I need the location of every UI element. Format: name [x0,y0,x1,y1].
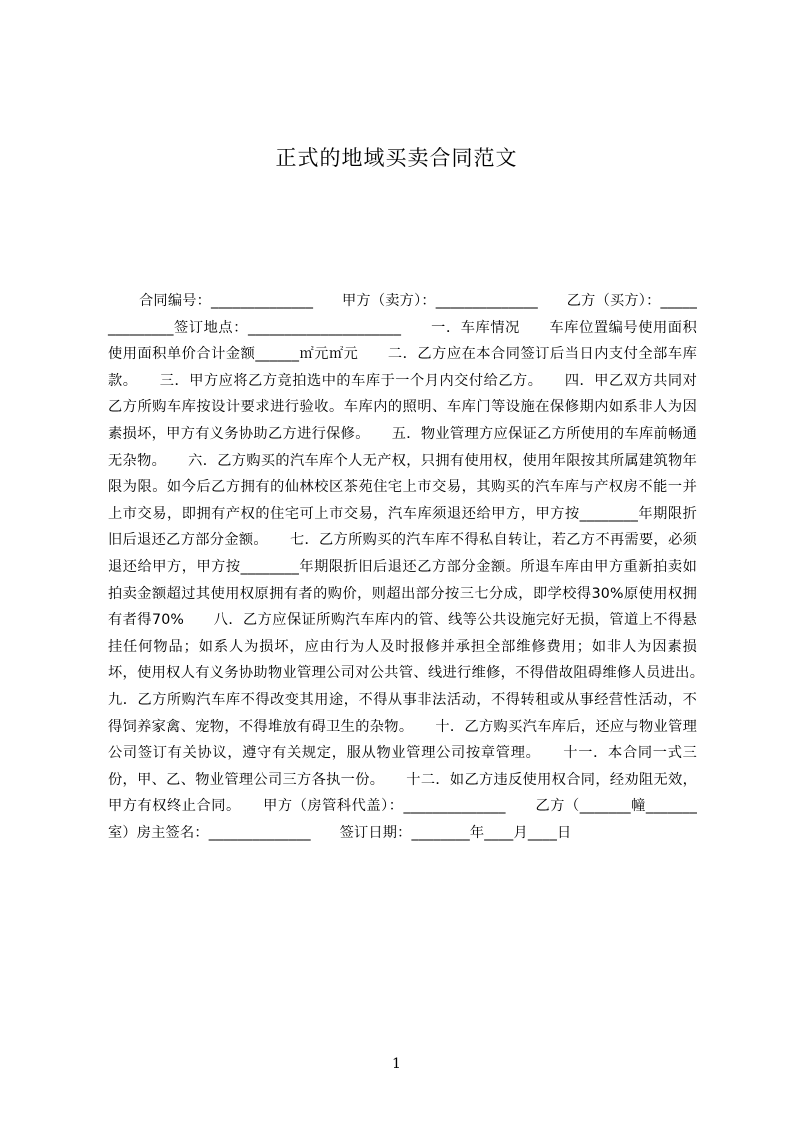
page-title: 正式的地域买卖合同范文 [275,146,518,170]
page-number: 1 [392,1056,401,1072]
contract-body: 合同编号：______________ 甲方（卖方）：______________ 乙方（买方）：______________签订地点：_____________________ 一．车库情况 车库位置编号使用面积使用面积单价合计金额______㎡元㎡元 二．乙方应在本合同签订后当日内支付全部车库款。 三．甲方应将乙方竞拍选中的车库于一个月内交付给乙方。 四．甲乙双方共同对乙方所购车库按设计要求进行验收。车库内的照明、车库门等设施在保修期内如系非人为因素损坏，甲方有义务协助乙方进行保修。 五．物业管理方应保证乙方所使用的车库前畅通无杂物。 六．乙方购买的汽车库个人无产权，只拥有使用权，使用年限按其所属建筑物年限为限。如今后乙方拥有的仙林校区茶苑住宅上市交易，其购买的汽车库与产权房不能一并上市交易，即拥有产权的住宅可上市交易，汽车库须退还给甲方，甲方按________年期限折旧后退还乙方部分金额。 七．乙方所购买的汽车库不得私自转让，若乙方不再需要，必须退还给甲方，甲方按________年期限折旧后退还乙方部分金额。所退车库由甲方重新拍卖如拍卖金额超过其使用权原拥有者的购价，则超出部分按三七分成，即学校得30%原使用权拥有者得70% 八．乙方应保证所购汽车库内的管、线等公共设施完好无损，管道上不得悬挂任何物品；如系人为损坏，应由行为人及时报修并承担全部维修费用；如非人为因素损坏，使用权人有义务协助物业管理公司对公共管、线进行维修，不得借故阻碍维修人员进出。 九．乙方所购汽车库不得改变其用途，不得从事非法活动，不得转租或从事经营性活动，不得饲养家禽、宠物，不得堆放有碍卫生的杂物。 十．乙方购买汽车库后，还应与物业管理公司签订有关协议，遵守有关规定，服从物业管理公司按章管理。 十一．本合同一式三份，甲、乙、物业管理公司三方各执一份。 十二．如乙方违反使用权合同，经劝阻无效，甲方有权终止合同。 甲方（房管科代盖）：______________ 乙方（_______幢_______室）房主签名：______________ 签订日期：________年____月____日 [108,293,726,841]
